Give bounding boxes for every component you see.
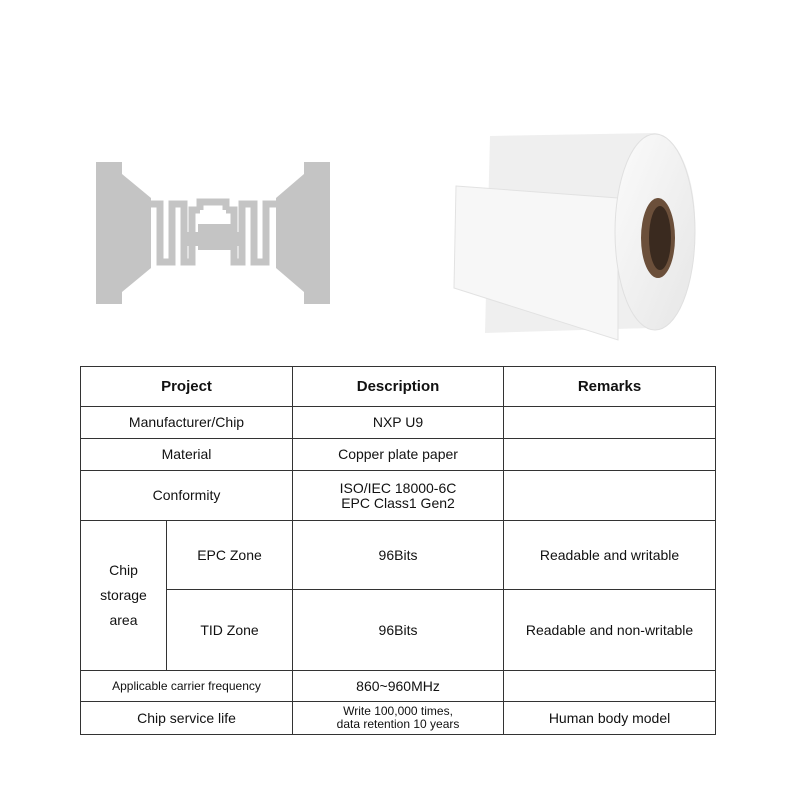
row-value-epc: 96Bits — [293, 521, 504, 590]
spec-table — [80, 366, 716, 735]
row-label-frequency: Applicable carrier frequency — [81, 671, 293, 702]
header-description: Description — [293, 367, 504, 407]
row-remarks-material — [504, 439, 716, 471]
service-life-line-2: data retention 10 years — [336, 717, 460, 731]
chip-storage-line-3: area — [109, 612, 138, 628]
row-value-service-life — [293, 702, 504, 735]
row-label-service-life: Chip service life — [81, 702, 293, 735]
conformity-line-1: ISO/IEC 18000-6C — [339, 479, 457, 496]
table-row — [81, 471, 716, 521]
row-label-conformity: Conformity — [81, 471, 293, 521]
row-label-material: Material — [81, 439, 293, 471]
chip-storage-group-label — [81, 521, 167, 671]
row-value-tid: 96Bits — [293, 590, 504, 671]
row-remarks-manufacturer — [504, 407, 716, 439]
row-remarks-service-life: Human body model — [504, 702, 716, 735]
table-header-row — [81, 367, 716, 407]
row-label-epc: EPC Zone — [167, 521, 293, 590]
table-row — [81, 521, 716, 590]
row-value-frequency: 860~960MHz — [293, 671, 504, 702]
chip-storage-line-2: storage — [100, 587, 147, 603]
row-label-manufacturer: Manufacturer/Chip — [81, 407, 293, 439]
rfid-antenna-icon — [96, 162, 330, 304]
row-value-material: Copper plate paper — [293, 439, 504, 471]
service-life-line-1: Write 100,000 times, — [343, 704, 453, 718]
row-value-manufacturer: NXP U9 — [293, 407, 504, 439]
table-row — [81, 407, 716, 439]
row-remarks-frequency — [504, 671, 716, 702]
table-row — [81, 439, 716, 471]
header-project: Project — [81, 367, 293, 407]
row-remarks-conformity — [504, 471, 716, 521]
row-label-tid: TID Zone — [167, 590, 293, 671]
row-remarks-tid: Readable and non-writable — [504, 590, 716, 671]
conformity-line-2: EPC Class1 Gen2 — [341, 494, 455, 511]
table-row — [81, 671, 716, 702]
table-row — [81, 702, 716, 735]
table-row — [81, 590, 716, 671]
chip-storage-line-1: Chip — [109, 562, 138, 578]
row-remarks-epc: Readable and writable — [504, 521, 716, 590]
label-roll-icon — [450, 128, 700, 343]
header-remarks: Remarks — [504, 367, 716, 407]
row-value-conformity — [293, 471, 504, 521]
